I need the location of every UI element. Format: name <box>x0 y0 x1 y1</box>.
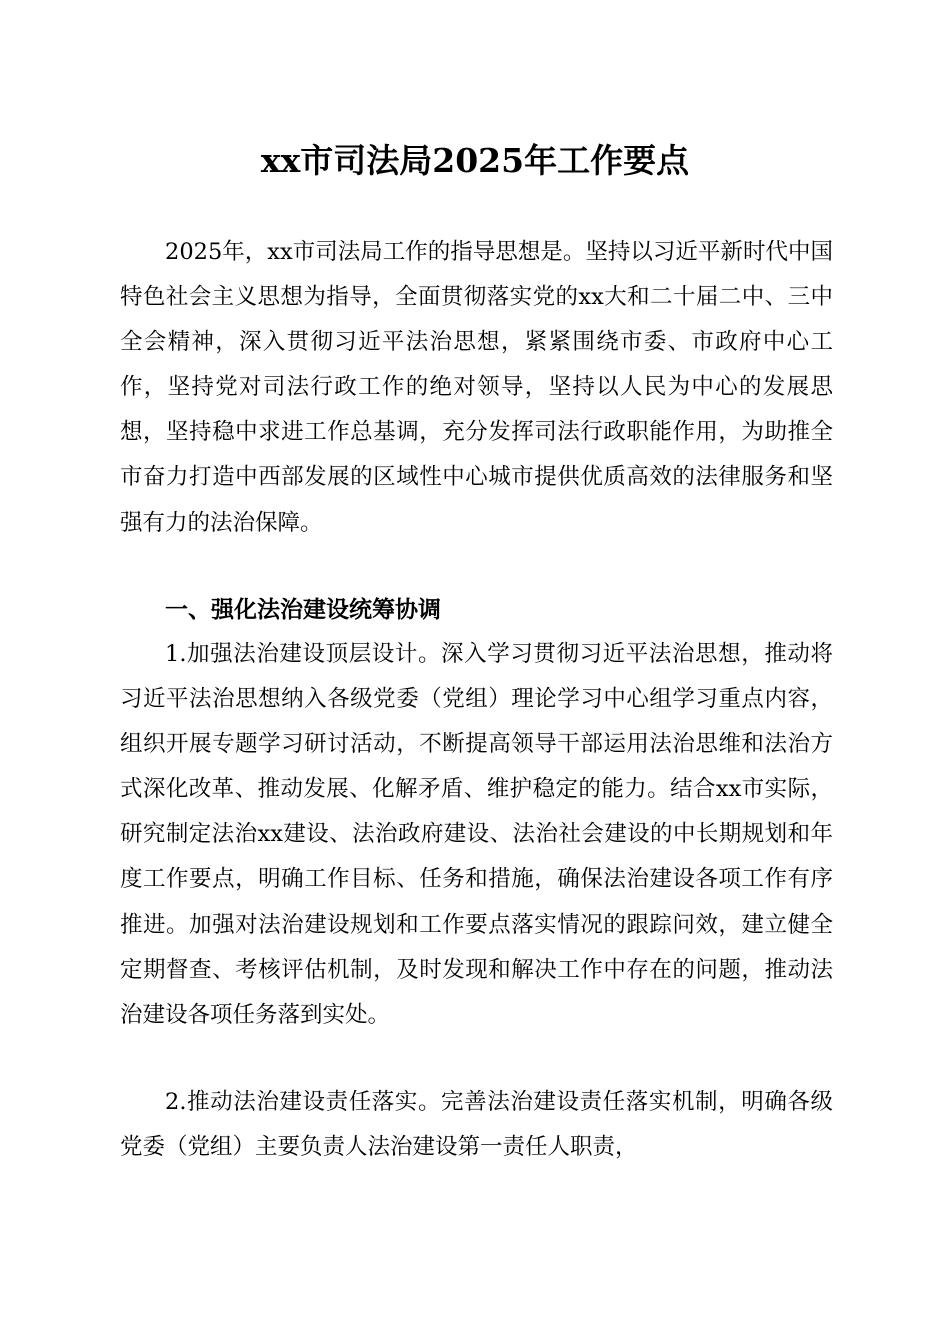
document-title: xx市司法局2025年工作要点 <box>260 141 690 180</box>
item-1-paragraph: 1.加强法治建设顶层设计。深入学习贯彻习近平法治思想，推动将习近平法治思想纳入各级党委（党组）理论学习中心组学习重点内容，组织开展专题学习研讨活动，不断提高领导干部运用法治思维和法治方式深化改革、推动发展、化解矛盾、维护稳定的能力。结合xx市实际，研究制定法治xx建设、法治政府建设、法治社会建设的中长期规划和年度工作要点，明确工作目标、任务和措施，确保法治建设各项工作有序推进。加强对法治建设规划和工作要点落实情况的跟踪问效，建立健全定期督查、考核评估机制，及时发现和解决工作中存在的问题，推动法治建设各项任务落到实处。 <box>120 641 833 1028</box>
intro-paragraph: 2025年，xx市司法局工作的指导思想是。坚持以习近平新时代中国特色社会主义思想为指导，全面贯彻落实党的xx大和二十届二中、三中全会精神，深入贯彻习近平法治思想，紧紧围绕市委、市政府中心工作，坚持党对司法行政工作的绝对领导，坚持以人民为中心的发展思想，坚持稳中求进工作总基调，充分发挥司法行政职能作用，为助推全市奋力打造中西部发展的区域性中心城市提供优质高效的法律服务和坚强有力的法治保障。 <box>120 239 833 536</box>
item-2-paragraph: 2.推动法治建设责任落实。完善法治建设责任落实机制，明确各级党委（党组）主要负责人法治建设第一责任人职责， <box>120 1089 833 1161</box>
section-heading-1: 一、强化法治建设统筹协调 <box>165 597 441 623</box>
